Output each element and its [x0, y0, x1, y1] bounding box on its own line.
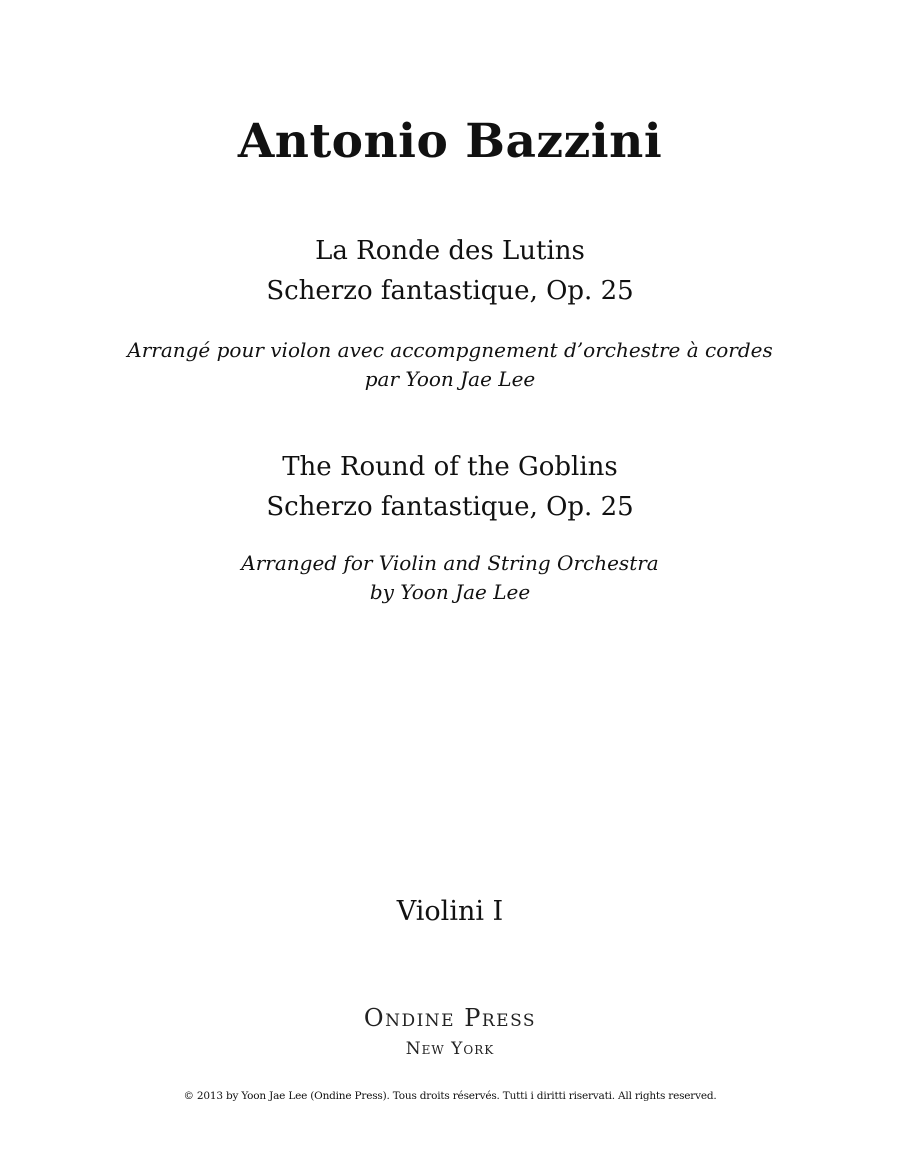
- french-arrangement: Arrangé pour violon avec accompgnement d’orchestre à cordes: [127, 338, 773, 362]
- french-title: La Ronde des Lutins: [315, 236, 585, 266]
- publisher-city: New York: [405, 1039, 495, 1059]
- part-name: Violini I: [396, 896, 504, 927]
- english-title: The Round of the Goblins: [282, 452, 618, 482]
- english-arranger: by Yoon Jae Lee: [369, 580, 531, 604]
- copyright-notice: © 2013 by Yoon Jae Lee (Ondine Press). Tous droits réservés. Tutti i diritti riservati. All rights reserved.: [183, 1090, 717, 1102]
- english-arrangement: Arranged for Violin and String Orchestra: [241, 551, 659, 575]
- english-subtitle: Scherzo fantastique, Op. 25: [266, 492, 634, 522]
- publisher-name: Ondine Press: [363, 1004, 537, 1032]
- french-arranger: par Yoon Jae Lee: [364, 367, 536, 391]
- french-subtitle: Scherzo fantastique, Op. 25: [266, 276, 634, 306]
- composer-name: Antonio Bazzini: [237, 114, 663, 169]
